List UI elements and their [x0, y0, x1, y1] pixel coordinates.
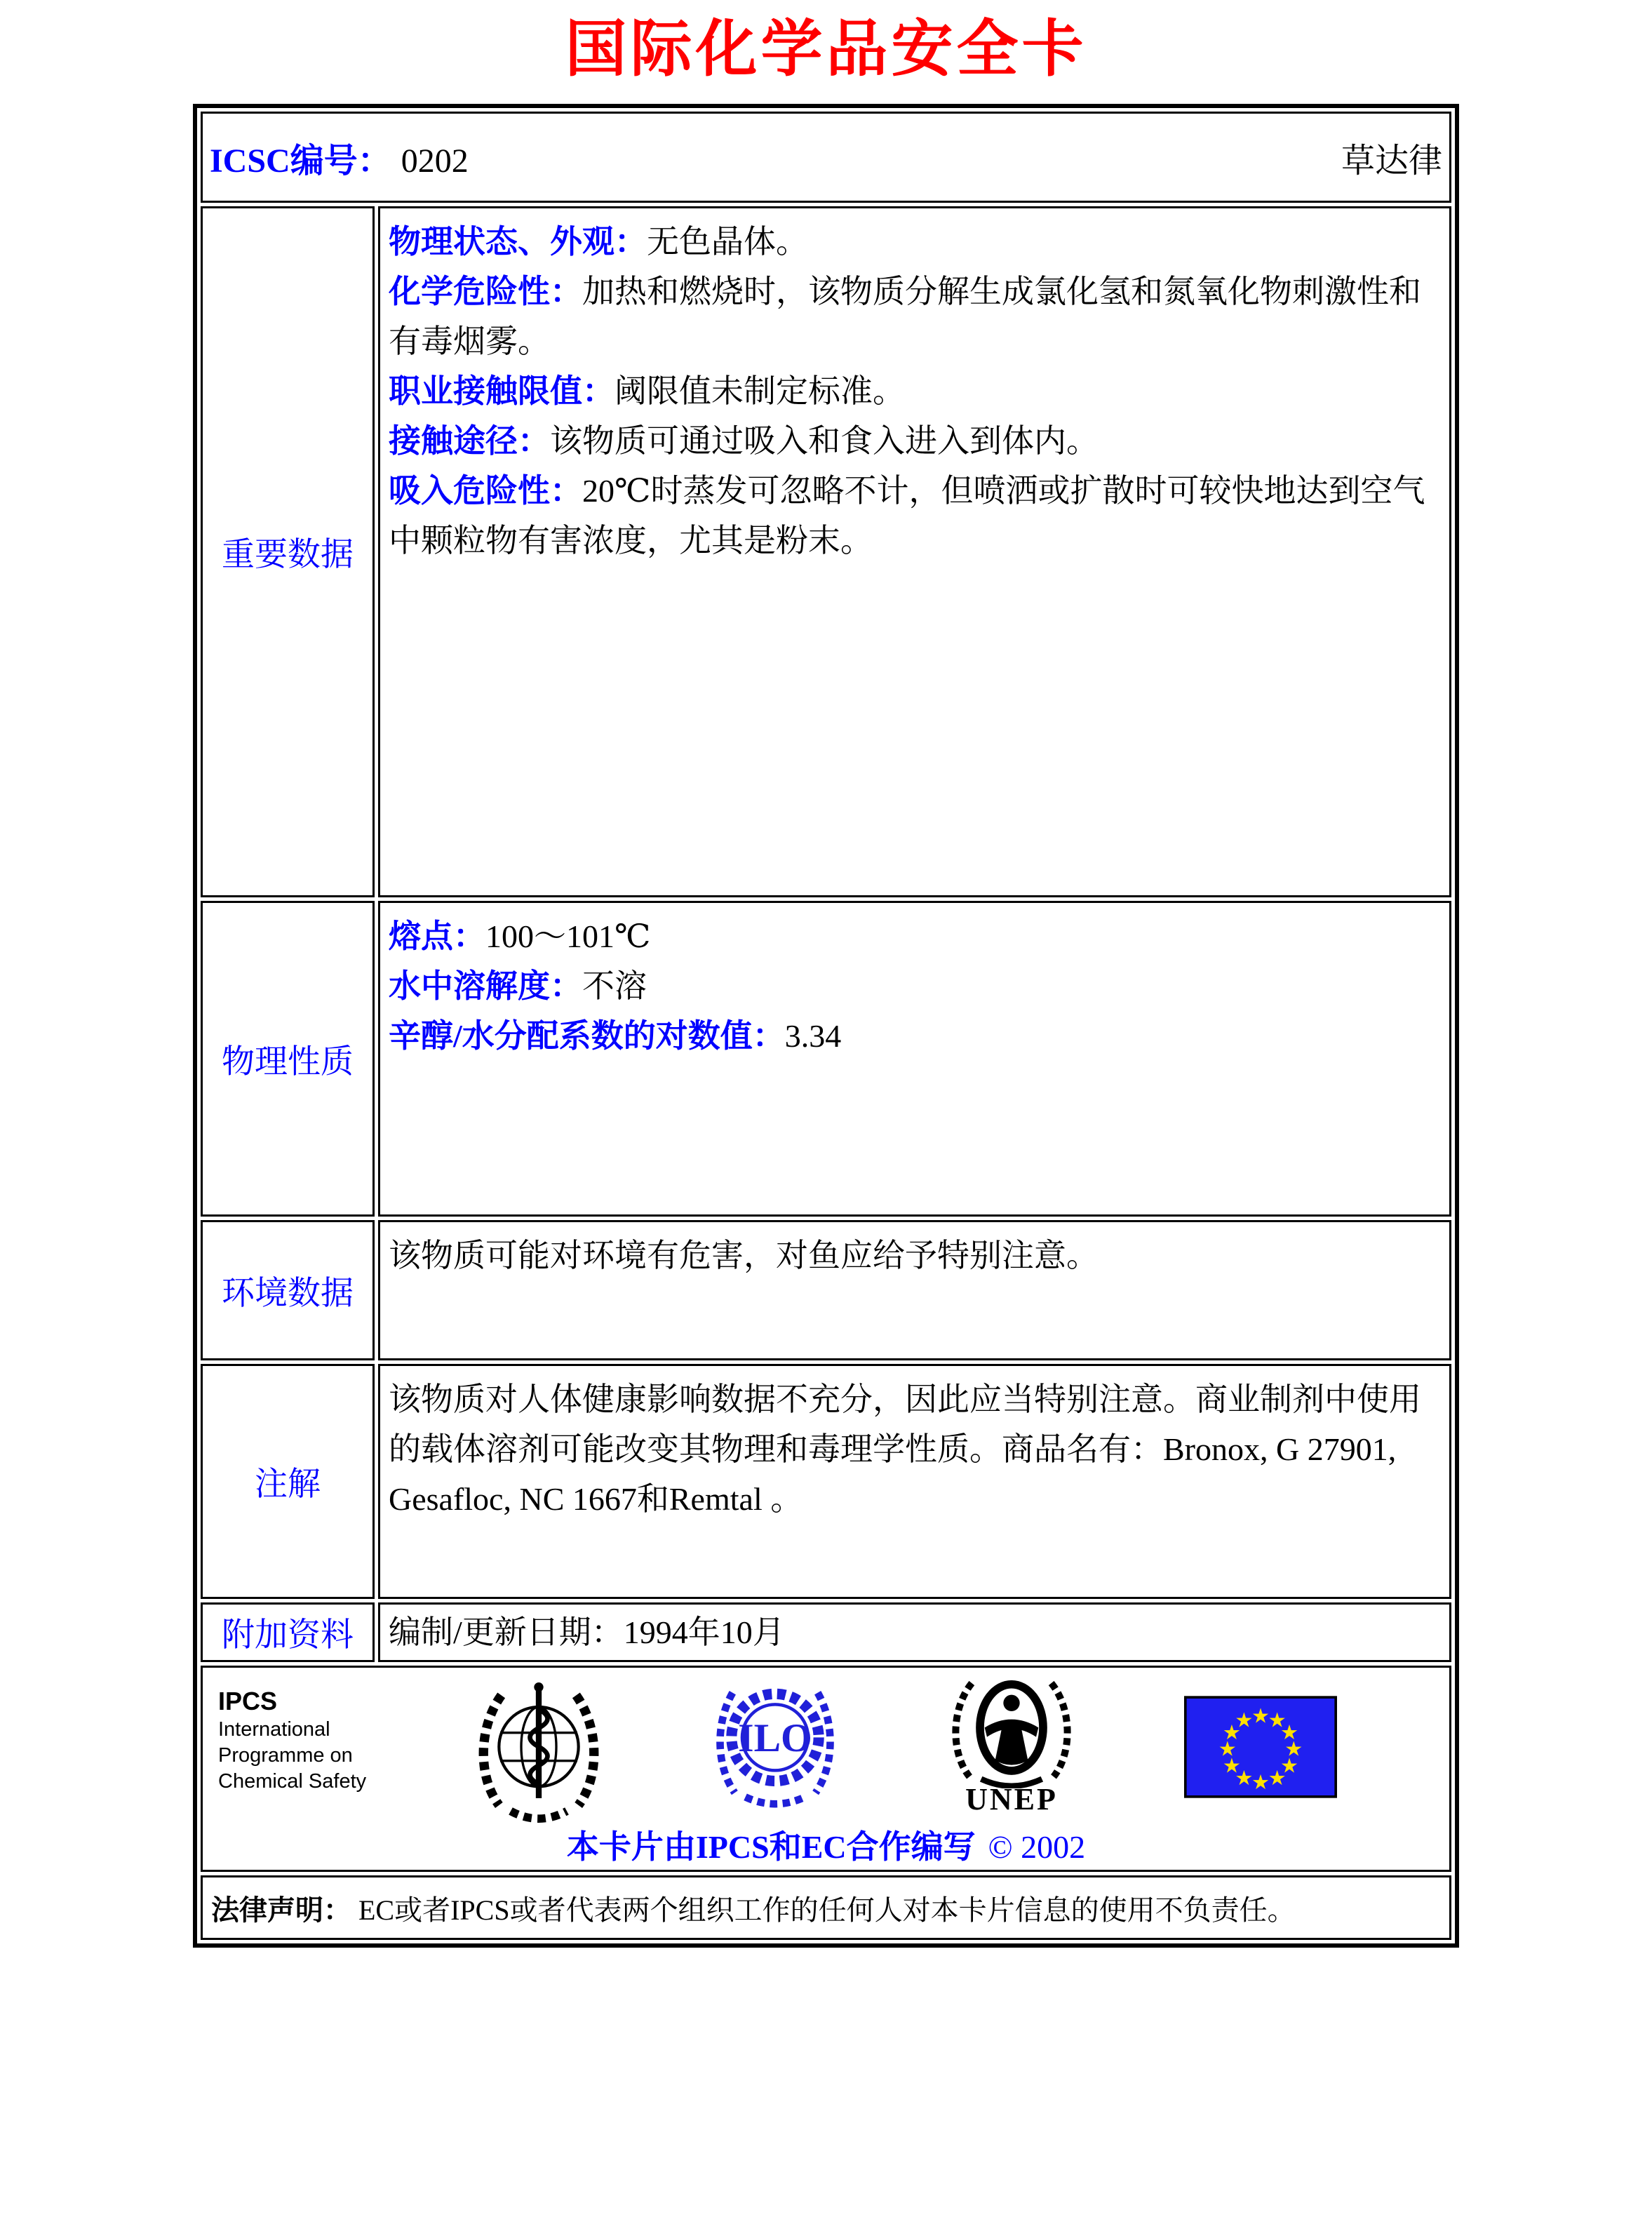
ipcs-line: Programme on — [218, 1744, 353, 1767]
section-label-important-data: 重要数据 — [201, 206, 375, 897]
legal-row — [201, 1875, 1451, 1940]
field-label: 水中溶解度： — [389, 968, 582, 1005]
svg-text:★: ★ — [1218, 1737, 1237, 1762]
svg-text:★: ★ — [1235, 1766, 1254, 1790]
eu-flag-wrap — [1184, 1696, 1337, 1798]
svg-text:★: ★ — [1268, 1708, 1287, 1733]
field-water-solubility — [389, 961, 1439, 1011]
section-content-notes — [378, 1364, 1451, 1599]
section-label-additional-info: 附加资料 — [201, 1602, 375, 1662]
svg-text:★: ★ — [1222, 1753, 1241, 1778]
svg-text:★: ★ — [1235, 1708, 1254, 1733]
svg-text:★: ★ — [1251, 1703, 1270, 1728]
svg-text:★: ★ — [1280, 1753, 1299, 1778]
eu-flag-icon — [1184, 1696, 1337, 1798]
section-row-environmental-data — [201, 1220, 1451, 1360]
section-row-additional-info — [201, 1602, 1451, 1662]
field-text: 100～101℃ — [485, 918, 651, 955]
field-chemical-danger — [389, 267, 1439, 366]
icsc-label: ICSC编号： — [210, 142, 391, 180]
field-text: 加热和燃烧时，该物质分解生成氯化氢和氮氧化物刺激性和有毒烟雾。 — [389, 274, 1421, 360]
header-cell — [201, 112, 1451, 203]
svg-text:★: ★ — [1284, 1737, 1303, 1762]
field-text: 无色晶体。 — [647, 224, 808, 260]
logos-cell — [201, 1666, 1451, 1872]
unep-emblem-icon — [941, 1676, 1082, 1788]
ipcs-line: International — [218, 1718, 330, 1741]
field-text: 阈限值未制定标准。 — [615, 373, 905, 410]
field-occupational-limit — [389, 366, 1439, 416]
field-partition-coefficient — [389, 1011, 1439, 1061]
safety-card — [193, 104, 1459, 1948]
field-label: 职业接触限值： — [389, 373, 615, 410]
section-content-environmental-data — [378, 1220, 1451, 1360]
field-label: 吸入危险性： — [389, 473, 582, 509]
section-label-notes: 注解 — [201, 1364, 375, 1599]
legal-label: 法律声明： — [211, 1894, 351, 1926]
section-label-physical-properties: 物理性质 — [201, 901, 375, 1217]
section-row-important-data — [201, 206, 1451, 897]
section-row-notes — [201, 1364, 1451, 1599]
ipcs-block — [218, 1686, 366, 1795]
logos-strip — [203, 1676, 1449, 1829]
ipcs-acronym: IPCS — [218, 1687, 278, 1716]
field-exposure-route — [389, 416, 1439, 466]
field-text: 该物质可能对环境有危害，对鱼应给予特别注意。 — [389, 1238, 1099, 1274]
section-content-important-data — [378, 206, 1451, 897]
icsc-number-group — [210, 133, 469, 182]
legal-cell — [201, 1875, 1451, 1940]
footer-caption — [203, 1829, 1449, 1866]
field-physical-state — [389, 217, 1439, 267]
svg-text:★: ★ — [1251, 1770, 1270, 1795]
ilo-text: ILO — [738, 1716, 812, 1761]
legal-text: EC或者IPCS或者代表两个组织工作的任何人对本卡片信息的使用不负责任。 — [358, 1894, 1296, 1926]
logos-row — [201, 1666, 1451, 1872]
page-title: 国际化学品安全卡 — [565, 16, 1087, 84]
field-label: 物理状态、外观： — [389, 224, 647, 260]
who-emblem-icon — [469, 1676, 609, 1829]
section-content-additional-info — [378, 1602, 1451, 1662]
icsc-number: 0202 — [401, 142, 469, 180]
svg-text:★: ★ — [1268, 1766, 1287, 1790]
field-text: 3.34 — [784, 1018, 842, 1055]
field-text: 该物质对人体健康影响数据不充分，因此应当特别注意。商业制剂中使用的载体溶剂可能改变其物理和毒理学性质。商品名有：Bronox, G 27901, Gesafloc, NC 1667和Remtal 。 — [389, 1381, 1421, 1518]
field-label: 辛醇/水分配系数的对数值： — [389, 1018, 785, 1055]
field-text: 20℃时蒸发可忽略不计，但喷洒或扩散时可较快地达到空气中颗粒物有害浓度，尤其是粉末。 — [389, 473, 1425, 559]
field-label: 化学危险性： — [389, 274, 582, 310]
field-text: 不溶 — [582, 968, 647, 1005]
copyright-text: © 2002 — [988, 1829, 1086, 1866]
svg-text:★: ★ — [1280, 1720, 1299, 1745]
unep-block — [941, 1676, 1082, 1815]
field-text: 该物质可通过吸入和食入进入到体内。 — [550, 423, 1099, 460]
header-row — [201, 112, 1451, 203]
unep-text: UNEP — [965, 1782, 1058, 1817]
field-label: 接触途径： — [389, 423, 550, 460]
section-content-physical-properties — [378, 901, 1451, 1217]
svg-text:★: ★ — [1222, 1720, 1241, 1745]
field-label: 熔点： — [389, 918, 485, 955]
ipcs-line: Chemical Safety — [218, 1770, 367, 1793]
field-update-date: 编制/更新日期：1994年10月 — [389, 1614, 785, 1651]
section-label-environmental-data: 环境数据 — [201, 1220, 375, 1360]
caption-text: 本卡片由IPCS和EC合作编写 — [566, 1829, 976, 1866]
field-inhalation-risk — [389, 466, 1439, 565]
ilo-emblem-icon — [711, 1676, 839, 1814]
section-row-physical-properties — [201, 901, 1451, 1217]
field-melting-point — [389, 911, 1439, 961]
chemical-name: 草达律 — [1341, 142, 1442, 180]
